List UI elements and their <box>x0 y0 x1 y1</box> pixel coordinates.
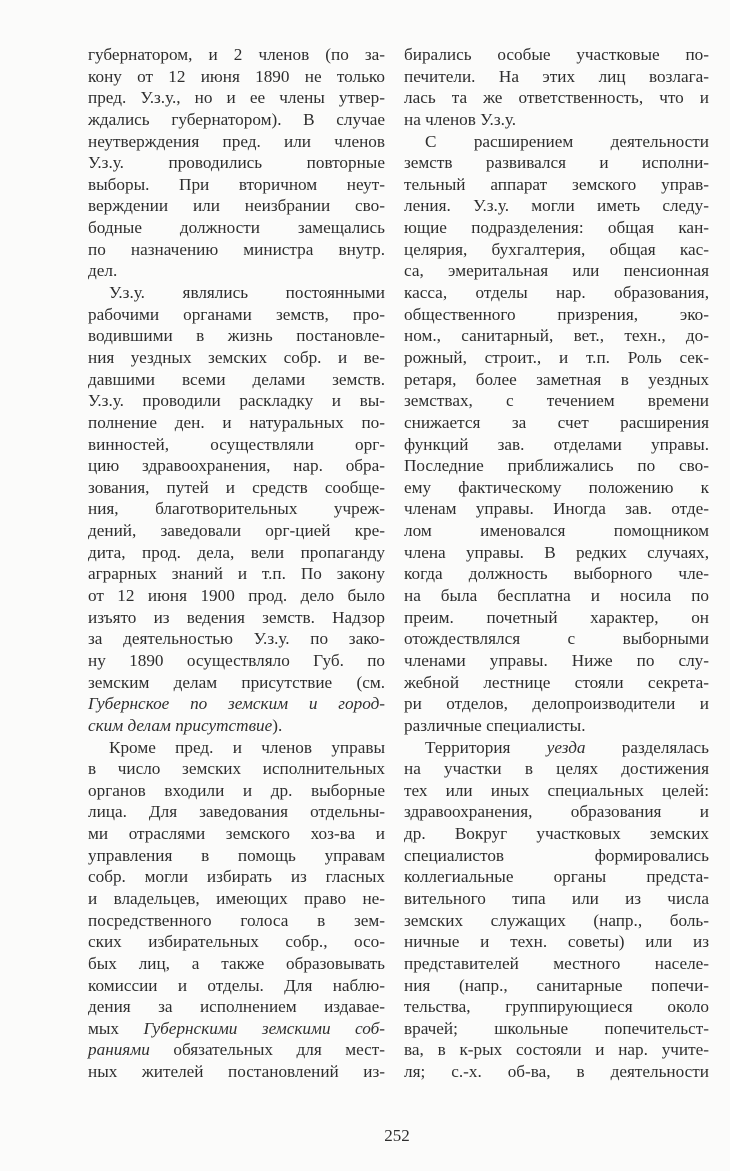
text-segment: снижается за счет расширения <box>404 412 709 432</box>
text-segment: лица. Для заведования отдельны- <box>88 802 385 822</box>
text-line <box>404 563 709 585</box>
text-line <box>404 66 709 88</box>
text-segment: ления. У.з.у. могли иметь следу- <box>404 196 709 216</box>
text-line <box>404 304 709 326</box>
text-column-left <box>88 44 385 1083</box>
text-line <box>404 715 709 737</box>
text-line <box>404 455 709 477</box>
text-segment: на членов У.з.у. <box>404 109 517 129</box>
text-line <box>404 195 709 217</box>
text-segment: и владельцев, имеющих право не- <box>88 888 385 908</box>
text-line <box>88 87 385 109</box>
text-segment: комиссии и отделы. Для наблю- <box>88 975 385 995</box>
text-line <box>88 260 385 282</box>
text-line <box>88 780 385 802</box>
text-segment: др. Вокруг участковых земских <box>404 824 709 844</box>
text-segment: вительного типа или из числа <box>404 888 709 908</box>
text-segment: губернатором, и 2 членов (по за- <box>88 45 385 64</box>
text-segment: обязательных для мест- <box>149 1040 385 1060</box>
text-line <box>88 131 385 153</box>
text-segment: пред. У.з.у., но и ее члены утвер- <box>88 88 385 108</box>
text-segment: касса, отделы нар. образования, <box>404 283 709 303</box>
paragraph <box>88 737 385 1083</box>
text-segment: ния уездных земских собр. и ве- <box>88 347 385 367</box>
text-segment: жебной лестнице стояли секрета- <box>404 672 709 692</box>
text-segment: ющие подразделения: общая кан- <box>404 218 709 238</box>
text-segment: рабочими органами земств, про- <box>88 304 385 324</box>
text-line <box>88 412 385 434</box>
text-segment: С расширением деятельности <box>425 131 709 151</box>
text-segment: цию здравоохранения, нар. обра- <box>88 456 385 476</box>
text-line <box>88 152 385 174</box>
text-line <box>404 975 709 997</box>
text-segment: по назначению министра внутр. <box>88 239 385 259</box>
paragraph <box>404 131 709 737</box>
text-segment: неутверждения пред. или членов <box>88 131 385 151</box>
text-line <box>88 823 385 845</box>
text-line <box>404 607 709 629</box>
text-line <box>404 477 709 499</box>
text-segment: на была бесплатна и носила по <box>404 586 709 606</box>
text-line <box>404 131 709 153</box>
text-segment: са, эмеритальная или пенсионная <box>404 261 709 281</box>
text-segment: органов входили и др. выборные <box>88 780 385 800</box>
text-segment: аграрных знаний и т.п. По закону <box>88 564 385 584</box>
text-line <box>88 44 385 66</box>
text-segment: членам управы. Иногда зав. отде- <box>404 499 709 519</box>
text-segment: посредственного голоса в зем- <box>88 910 385 930</box>
text-segment: винностей, осуществляли орг- <box>88 434 385 454</box>
text-line <box>404 498 709 520</box>
text-line <box>88 325 385 347</box>
text-segment: У.з.у. проводились повторные <box>88 153 385 173</box>
text-segment: членами управы. Ниже по слу- <box>404 650 709 670</box>
text-line <box>404 737 709 759</box>
text-line <box>88 282 385 304</box>
text-segment: давшими всеми делами земств. <box>88 369 385 389</box>
text-segment: ничные и техн. советы) или из <box>404 932 709 952</box>
text-segment: здравоохранения, образования и <box>404 802 709 822</box>
paragraph <box>88 44 385 282</box>
text-line <box>404 390 709 412</box>
text-line <box>404 217 709 239</box>
text-segment: дита, прод. дела, вели пропаганду <box>88 542 385 562</box>
text-line <box>404 434 709 456</box>
text-line <box>88 195 385 217</box>
text-segment: ских избирательных собр., осо- <box>88 932 385 952</box>
text-line <box>88 910 385 932</box>
text-segment: ). <box>272 715 283 735</box>
text-segment: бирались особые участковые по- <box>404 45 709 64</box>
text-line <box>88 217 385 239</box>
text-segment: бодные должности замещались <box>88 218 385 238</box>
text-segment: на участки в целях достижения <box>404 759 709 779</box>
text-segment: ретаря, более заметная в уездных <box>404 369 709 389</box>
text-line <box>404 1061 709 1083</box>
text-segment: собр. могли избирать из гласных <box>88 867 385 887</box>
text-line <box>88 434 385 456</box>
text-segment: в число земских исполнительных <box>88 759 385 779</box>
text-segment: отождествлялся с выборными <box>404 629 709 649</box>
text-segment: члена управы. В редких случаях, <box>404 542 709 562</box>
italic-text: уезда <box>546 737 586 757</box>
text-segment: тельный аппарат земского управ- <box>404 174 709 194</box>
text-line <box>404 174 709 196</box>
text-line <box>404 239 709 261</box>
italic-text: ским делам присутствие <box>88 715 273 735</box>
text-line <box>88 607 385 629</box>
text-line <box>88 390 385 412</box>
text-segment: управления в помощь управам <box>88 845 385 865</box>
text-line <box>88 715 385 737</box>
text-line <box>88 542 385 564</box>
text-line <box>404 996 709 1018</box>
text-line <box>88 585 385 607</box>
text-segment: лом именовался помощником <box>404 521 709 541</box>
text-line <box>88 455 385 477</box>
text-segment: ния (напр., санитарные попечи- <box>404 975 709 995</box>
paragraph <box>88 282 385 736</box>
text-line <box>88 737 385 759</box>
text-line <box>88 650 385 672</box>
text-segment: когда должность выборного чле- <box>404 564 709 584</box>
text-line <box>88 996 385 1018</box>
text-segment: ных жителей постановлений из- <box>88 1062 385 1082</box>
text-segment: ми отраслями земского хоз-ва и <box>88 824 385 844</box>
paragraph <box>404 44 709 131</box>
text-line <box>404 44 709 66</box>
text-line <box>88 563 385 585</box>
text-segment: рожный, строит., и т.п. Роль сек- <box>404 347 709 367</box>
text-segment: земствах, с течением времени <box>404 391 709 411</box>
text-line <box>88 953 385 975</box>
text-line <box>404 152 709 174</box>
text-segment: ну 1890 осуществляло Губ. по <box>88 650 385 670</box>
text-line <box>404 1039 709 1061</box>
text-line <box>88 672 385 694</box>
text-line <box>88 239 385 261</box>
text-line <box>404 888 709 910</box>
text-line <box>404 1018 709 1040</box>
text-line <box>404 542 709 564</box>
text-segment: дения за исполнением издавае- <box>88 997 385 1017</box>
text-segment: преим. почетный характер, он <box>404 607 709 627</box>
text-line <box>88 1018 385 1040</box>
italic-text: раниями <box>88 1040 150 1060</box>
text-line <box>404 823 709 845</box>
text-line <box>404 693 709 715</box>
text-segment: представителей местного населе- <box>404 953 709 973</box>
text-line <box>404 87 709 109</box>
text-segment: тельства, группирующиеся около <box>404 997 709 1017</box>
text-line <box>404 412 709 434</box>
text-line <box>404 780 709 802</box>
text-line <box>404 910 709 932</box>
text-line <box>88 1061 385 1083</box>
text-line <box>88 758 385 780</box>
text-segment: лась та же ответственность, что и <box>404 88 709 108</box>
text-segment: общественного призрения, эко- <box>404 304 709 324</box>
text-segment: за деятельностью У.з.у. по зако- <box>88 629 385 649</box>
text-segment: ния, благотворительных учреж- <box>88 499 385 519</box>
text-segment: разделялась <box>585 737 710 757</box>
text-segment: мых <box>88 1018 144 1038</box>
text-segment: бых лиц, а также образовывать <box>88 953 385 973</box>
text-column-right <box>404 44 709 1083</box>
text-segment: земских служащих (напр., боль- <box>404 910 709 930</box>
text-segment: различные специалисты. <box>404 715 586 735</box>
text-segment: врачей; школьные попечительст- <box>404 1018 709 1038</box>
text-segment: коллегиальные органы предста- <box>404 867 709 887</box>
text-line <box>404 260 709 282</box>
text-line <box>88 477 385 499</box>
text-segment: дений, заведовали орг-цией кре- <box>88 521 385 541</box>
italic-text: Губернскими земскими соб- <box>143 1018 385 1038</box>
text-segment: целярия, бухгалтерия, общая кас- <box>404 239 709 259</box>
text-segment: ему фактическому положению к <box>404 477 709 497</box>
page-number: 252 <box>384 1126 410 1145</box>
text-segment: ри отделов, делопроизводители и <box>404 694 709 714</box>
text-line <box>88 369 385 391</box>
text-segment: земским делам присутствие (см. <box>88 672 385 692</box>
text-line <box>88 693 385 715</box>
text-segment: кону от 12 июня 1890 не только <box>88 66 385 86</box>
text-line <box>88 347 385 369</box>
text-line <box>88 888 385 910</box>
text-segment: функций зав. отделами управы. <box>404 434 709 454</box>
text-line <box>404 801 709 823</box>
text-line <box>88 304 385 326</box>
text-line <box>88 628 385 650</box>
text-segment: печители. На этих лиц возлага- <box>404 66 709 86</box>
paragraph <box>404 737 709 1083</box>
text-line <box>404 520 709 542</box>
text-line <box>88 801 385 823</box>
text-segment: дел. <box>88 261 118 281</box>
text-line <box>404 369 709 391</box>
text-segment: ном., санитарный, вет., техн., до- <box>404 326 709 346</box>
text-segment: У.з.у. являлись постоянными <box>109 283 385 303</box>
text-line <box>88 174 385 196</box>
text-line <box>88 66 385 88</box>
text-line <box>404 325 709 347</box>
text-line <box>404 282 709 304</box>
text-line <box>404 758 709 780</box>
text-line <box>404 845 709 867</box>
text-segment: ждались губернатором). В случае <box>88 109 385 129</box>
text-line <box>88 1039 385 1061</box>
text-segment: ва, в к-рых состояли и нар. учите- <box>404 1040 709 1060</box>
text-line <box>404 585 709 607</box>
text-segment: водившими в жизнь постановле- <box>88 326 385 346</box>
text-segment: Кроме пред. и членов управы <box>109 737 385 757</box>
text-segment: зования, путей и средств сообще- <box>88 477 385 497</box>
text-line <box>88 931 385 953</box>
text-segment: верждении или неизбрании сво- <box>88 196 385 216</box>
text-line <box>88 109 385 131</box>
text-line <box>88 845 385 867</box>
text-segment: полнение ден. и натуральных по- <box>88 412 385 432</box>
text-line <box>404 347 709 369</box>
text-segment: тех или иных специальных целей: <box>404 780 709 800</box>
text-segment: от 12 июня 1900 прод. дело было <box>88 586 385 606</box>
italic-text: Губернское по земским и город- <box>88 694 385 714</box>
text-segment: Территория <box>425 737 547 757</box>
text-segment: изъято из ведения земств. Надзор <box>88 607 385 627</box>
text-segment: земств развивался и исполни- <box>404 153 709 173</box>
text-line <box>88 975 385 997</box>
text-segment: специалистов формировались <box>404 845 709 865</box>
text-segment: ля; с.-х. об-ва, в деятельности <box>404 1062 709 1082</box>
text-line <box>88 866 385 888</box>
text-line <box>404 109 709 131</box>
text-line <box>404 866 709 888</box>
text-line <box>88 520 385 542</box>
text-segment: У.з.у. проводили раскладку и вы- <box>88 391 385 411</box>
text-segment: Последние приближались по сво- <box>404 456 709 476</box>
text-line <box>404 931 709 953</box>
text-line <box>404 650 709 672</box>
text-line <box>404 628 709 650</box>
text-segment: выборы. При вторичном неут- <box>88 174 385 194</box>
text-line <box>404 672 709 694</box>
text-line <box>88 498 385 520</box>
text-line <box>404 953 709 975</box>
